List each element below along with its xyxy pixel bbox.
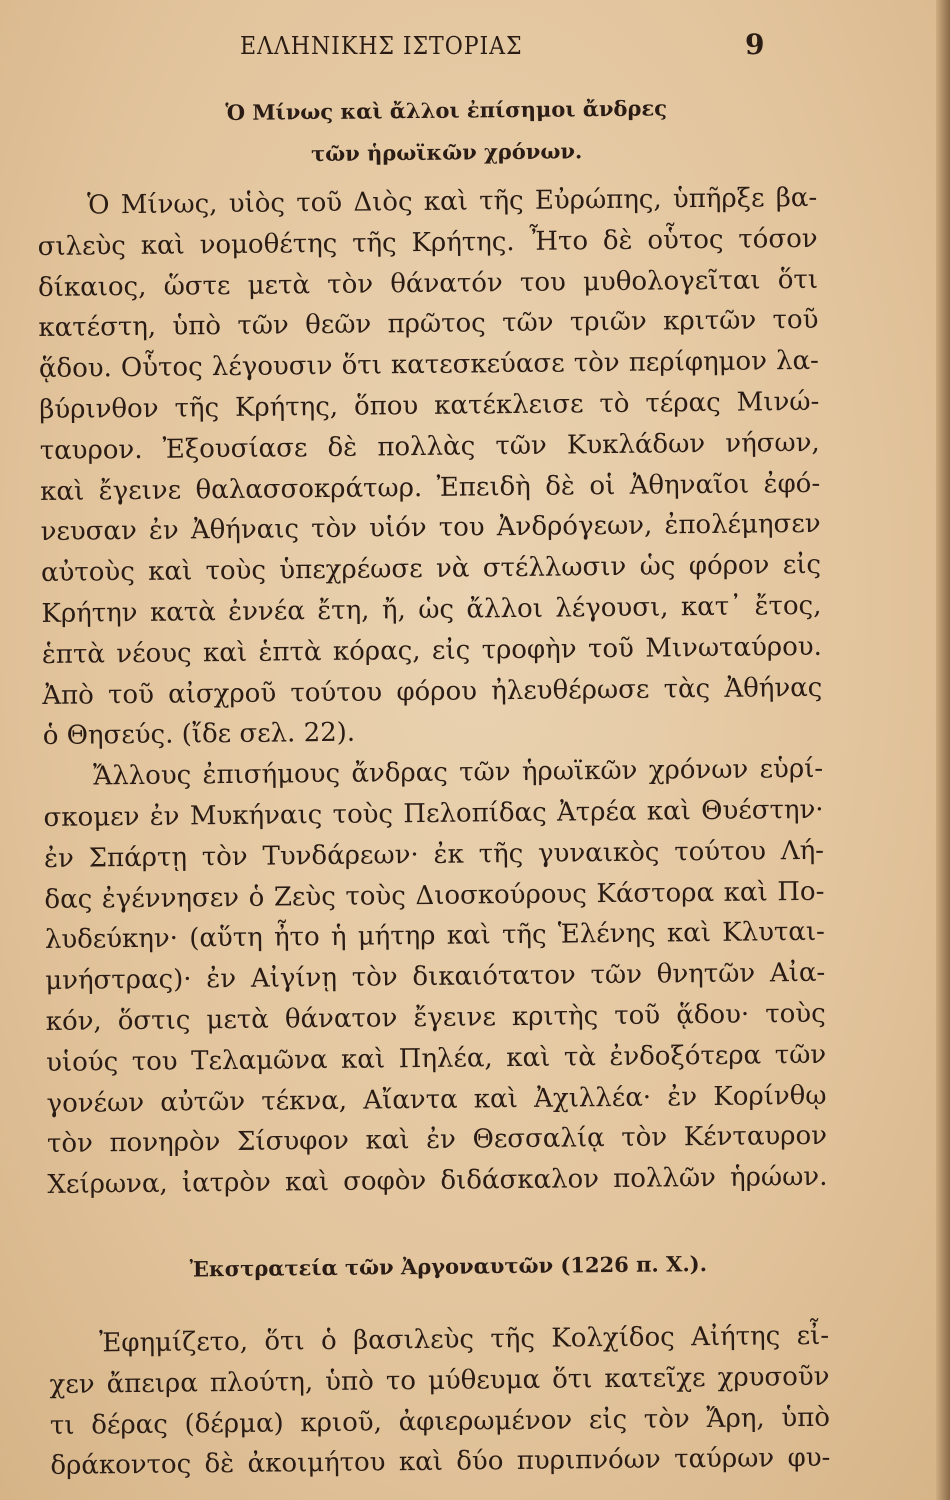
text-line: ἑπτὰ νέους καὶ ἑπτὰ κόρας, εἰς τροφὴν τοῦ Μινωταύρου. xyxy=(41,631,823,670)
text-line: δίκαιος, ὥστε μετὰ τὸν θάνατόν του μυθολογεῖται ὅτι xyxy=(37,264,819,303)
text-line: δράκοντος δὲ ἀκοιμήτου καὶ δύο πυριπνόων ταύρων φυ- xyxy=(50,1443,831,1482)
text-line: βύρινθον τῆς Κρήτης, ὅπου κατέκλεισε τὸ τέρας Μινώ- xyxy=(39,386,820,425)
text-line: ἐν Σπάρτῃ τὸν Τυνδάρεων· ἐκ τῆς γυναικὸς τούτου Λή- xyxy=(43,835,825,874)
text-line: τι δέρας (δέρμα) κριοῦ, ἀφιερωμένον εἰς τὸν Ἄρη, ὑπὸ xyxy=(49,1402,831,1441)
section-heading-minos: Ὁ Μίνως καὶ ἄλλοι ἐπίσημοι ἄνδρες xyxy=(225,95,668,126)
text-line: τὸν πονηρὸν Σίσυφον καὶ ἐν Θεσσαλίᾳ τὸν Κένταυρον xyxy=(46,1121,828,1160)
text-block xyxy=(36,84,831,1487)
text-line: Ἐφημίζετο, ὅτι ὁ βασιλεὺς τῆς Κολχίδος Αἰήτης εἶ- xyxy=(98,1320,830,1359)
section-heading-minos-line2: τῶν ἡρωϊκῶν χρόνων. xyxy=(310,138,583,167)
paragraph-heroes xyxy=(43,749,828,1206)
text-line: Ὁ Μίνως, υἱὸς τοῦ Διὸς καὶ τῆς Εὐρώπης, ὑπῆρξε βα- xyxy=(87,182,818,221)
text-line: κόν, ὅστις μετὰ θάνατον ἔγεινε κριτὴς τοῦ ᾅδου· τοὺς xyxy=(45,998,826,1037)
text-line: δας ἐγέννησεν ὁ Ζεὺς τοὺς Διοσκούρους Κάστορα καὶ Πο- xyxy=(44,876,825,915)
page-edge xyxy=(936,0,950,1500)
text-line: Ἀπὸ τοῦ αἰσχροῦ τούτου φόρου ἠλευθέρωσε τὰς Ἀθήνας xyxy=(42,672,823,711)
text-line: χεν ἄπειρα πλούτη, ὑπὸ το μύθευμα ὅτι κατεῖχε χρυσοῦν xyxy=(49,1361,830,1400)
text-line: ταυρον. Ἐξουσίασε δὲ πολλὰς τῶν Κυκλάδων νήσων, xyxy=(39,427,820,466)
text-line: σκομεν ἐν Μυκήναις τοὺς Πελοπίδας Ἀτρέα καὶ Θυέστην· xyxy=(43,794,824,833)
text-line: υἱούς του Τελαμῶνα καὶ Πηλέα, καὶ τὰ ἐνδοξότερα τῶν xyxy=(46,1039,827,1078)
text-line: ὁ Θησεύς. (ἴδε σελ. 22). xyxy=(42,718,356,752)
paragraph-argonauts xyxy=(49,1316,831,1487)
text-line: νευσαν ἐν Ἀθήναις τὸν υἱόν του Ἀνδρόγεων, ἐπολέμησεν xyxy=(40,509,821,548)
text-line: Κρήτην κατὰ ἐννέα ἔτη, ἤ, ὡς ἄλλοι λέγουσι, κατ᾽ ἔτος, xyxy=(41,590,822,629)
page-number: 9 xyxy=(745,28,765,61)
section-heading-argonauts: Ἐκστρατεία τῶν Ἀργοναυτῶν (1226 π. Χ.). xyxy=(189,1250,708,1282)
text-line: μνήστρας)· ἐν Αἰγίνῃ τὸν δικαιότατον τῶν θνητῶν Αἰα- xyxy=(45,957,826,997)
text-line: Ἄλλους ἐπισήμους ἄνδρας τῶν ἡρωϊκῶν χρόνων εὑρί- xyxy=(93,753,824,792)
text-line: γονέων αὐτῶν τέκνα, Αἴαντα καὶ Ἀχιλλέα· ἐν Κορίνθῳ xyxy=(46,1080,827,1119)
text-line: αὐτοὺς καὶ τοὺς ὑπεχρέωσε νὰ στέλλωσιν ὡς φόρον εἰς xyxy=(40,549,822,589)
text-line: ᾅδου. Οὗτος λέγουσιν ὅτι κατεσκεύασε τὸν περίφημον λα- xyxy=(38,346,820,385)
running-head xyxy=(0,28,950,68)
paragraph-minos xyxy=(37,178,823,757)
running-title: ΕΛΛΗΝΙΚΗΣ ΙΣΤΟΡΙΑΣ xyxy=(240,32,523,60)
text-line: καὶ ἔγεινε θαλασσοκράτωρ. Ἐπειδὴ δὲ οἱ Ἀθηναῖοι ἐφό- xyxy=(40,468,821,507)
text-line: σιλεὺς καὶ νομοθέτης τῆς Κρήτης. Ἦτο δὲ οὗτος τόσον xyxy=(37,223,818,262)
section-heading-argonauts-wrap xyxy=(48,1240,828,1294)
text-line: λυδεύκην· (αὕτη ἦτο ἡ μήτηρ καὶ τῆς Ἑλένης καὶ Κλυται- xyxy=(44,917,825,956)
text-line: Χείρωνα, ἰατρὸν καὶ σοφὸν διδάσκαλον πολλῶν ἡρώων. xyxy=(47,1161,828,1201)
text-line: κατέστη, ὑπὸ τῶν θεῶν πρῶτος τῶν τριῶν κριτῶν τοῦ xyxy=(38,305,819,344)
